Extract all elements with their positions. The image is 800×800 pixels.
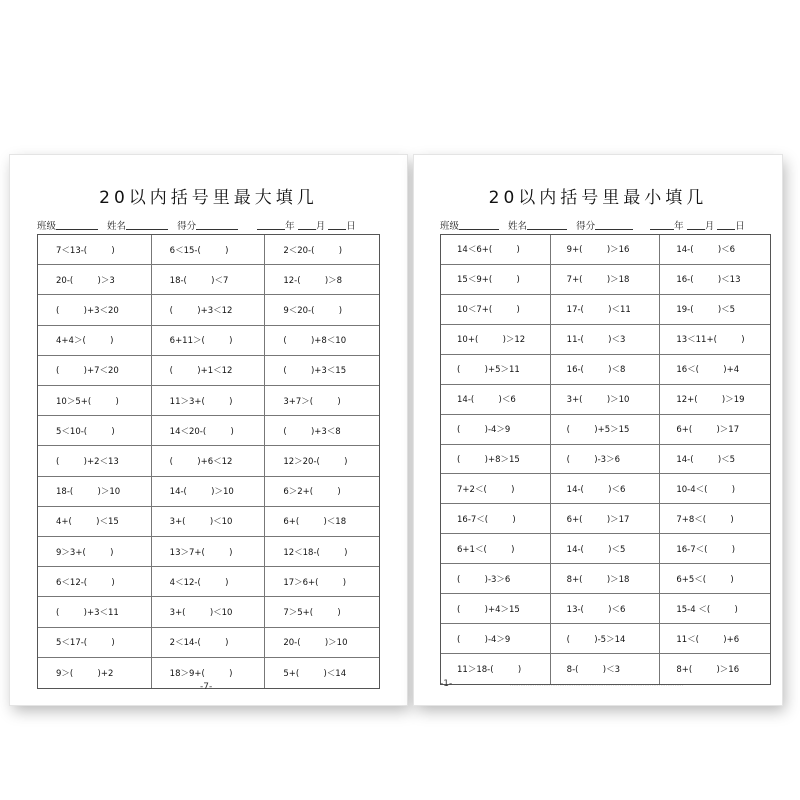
day-blank (328, 220, 346, 230)
problem-cell: ( )-3＞6 (441, 564, 551, 594)
problem-cell: 14-( )＞10 (152, 477, 266, 507)
problem-cell: 4＜12-( ) (152, 567, 266, 597)
problem-cell: 10＞5+( ) (38, 386, 152, 416)
problem-cell: 3+( )＜10 (152, 597, 266, 627)
problem-cell: 9+( )＞16 (551, 235, 661, 265)
month-blank (687, 220, 705, 230)
score-label: 得分 (177, 221, 197, 232)
problem-cell: ( )+3＜8 (265, 416, 379, 446)
name-blank (527, 220, 567, 230)
class-label: 班级 (37, 221, 57, 232)
problem-cell: 14-( )＜6 (441, 385, 551, 415)
month-label: 月 (315, 221, 326, 232)
name-label: 姓名 (107, 221, 127, 232)
class-label: 班级 (440, 221, 460, 232)
worksheet-title: 20以内括号里最大填几 (99, 188, 318, 208)
problem-cell: ( )-5＞14 (551, 624, 661, 654)
day-label: 日 (735, 221, 745, 232)
problem-cell: ( )-4＞9 (441, 415, 551, 445)
score-blank (595, 220, 633, 230)
problem-cell: 16-7＜( ) (441, 504, 551, 534)
page-number: -1- (440, 679, 453, 689)
problem-cell: 10＜7+( ) (441, 295, 551, 325)
day-blank (717, 220, 735, 230)
problem-cell: 18-( )＞10 (38, 477, 152, 507)
problem-cell: 14-( )＜6 (660, 235, 770, 265)
worksheet-right (414, 155, 782, 705)
problem-cell: 3+( )＜10 (152, 507, 266, 537)
problem-cell: ( )+4＞15 (441, 594, 551, 624)
problem-cell: 14-( )＜5 (551, 534, 661, 564)
problem-cell: 9＞( )+2 (38, 658, 152, 688)
problem-cell: ( )+5＞11 (441, 355, 551, 385)
problem-cell: 10-4＜( ) (660, 474, 770, 504)
problem-cell: 12＜18-( ) (265, 537, 379, 567)
name-label: 姓名 (508, 221, 528, 232)
problem-cell: 3+( )＞10 (551, 385, 661, 415)
problem-cell: ( )+7＜20 (38, 356, 152, 386)
problem-cell: 15-4 ＜( ) (660, 594, 770, 624)
year-blank (257, 220, 285, 230)
footer-fine-print: ·································································································· (510, 683, 684, 688)
problem-cell: 7＜13-( ) (38, 235, 152, 265)
problem-cell: 8+( )＞16 (676, 665, 740, 676)
problem-cell: 16-( )＜13 (660, 265, 770, 295)
day-label: 日 (346, 221, 356, 232)
problem-cell: 7+8＜( ) (660, 504, 770, 534)
year-blank (650, 220, 674, 230)
problem-cell: 17-( )＜11 (551, 295, 661, 325)
problem-cell: ( )+5＞15 (551, 415, 661, 445)
worksheet-left (10, 155, 407, 705)
name-blank (126, 220, 168, 230)
problem-cell: 17＞6+( ) (265, 567, 379, 597)
year-label: 年 (285, 221, 295, 232)
problem-cell: 11＞3+( ) (152, 386, 266, 416)
problem-cell: 16-7＜( ) (660, 534, 770, 564)
score-blank (196, 220, 238, 230)
problem-cell: 10+( )＞12 (441, 325, 551, 355)
problem-cell: 12-( )＞8 (265, 265, 379, 295)
problem-cell: 14-( )＜6 (551, 474, 661, 504)
problem-cell: 6+( )＜18 (265, 507, 379, 537)
problem-cell: ( )-4＞9 (441, 624, 551, 654)
problem-cell: 6+5＜( ) (660, 564, 770, 594)
problem-cell: 7＞5+( ) (265, 597, 379, 627)
score-label: 得分 (576, 221, 596, 232)
problem-cell: 20-( )＞10 (265, 628, 379, 658)
worksheet-title: 20以内括号里最小填几 (488, 188, 708, 208)
problem-cell: 4+4＞( ) (38, 326, 152, 356)
problem-cell: 13＜11+( ) (660, 325, 770, 355)
problem-cell: 6+11＞( ) (152, 326, 266, 356)
problem-cell: 11-( )＜3 (551, 325, 661, 355)
problem-cell: ( )+2＜13 (38, 446, 152, 476)
problem-cell: ( )+8＞15 (441, 445, 551, 475)
problem-cell: 11＞18-( ) (441, 654, 551, 684)
problem-grid (440, 234, 771, 685)
problem-cell: 14-( )＜5 (660, 445, 770, 475)
year-label: 年 (674, 221, 684, 232)
problem-cell: 6+( )＞17 (660, 415, 770, 445)
problem-cell: ( )+3＜20 (38, 295, 152, 325)
problem-cell: 4+( )＜15 (38, 507, 152, 537)
problem-cell: 7+( )＞18 (551, 265, 661, 295)
problem-cell: 2＜14-( ) (152, 628, 266, 658)
problem-cell: 20-( )＞3 (38, 265, 152, 295)
page-number: -7- (200, 682, 213, 692)
problem-cell: 5+( )＜14 (283, 668, 347, 679)
problem-cell: 2＜20-( ) (265, 235, 379, 265)
problem-cell: 6＜12-( ) (38, 567, 152, 597)
student-info-line (440, 218, 745, 232)
problem-cell: 6+1＜( ) (441, 534, 551, 564)
class-blank (459, 220, 499, 230)
problem-cell: 18＞9+( ) (152, 658, 266, 688)
month-blank (298, 220, 316, 230)
problem-grid (37, 234, 380, 689)
problem-cell: 9＜20-( ) (265, 295, 379, 325)
problem-cell: 14＜20-( ) (152, 416, 266, 446)
problem-cell: 7+2＜( ) (441, 474, 551, 504)
problem-cell: 16＜( )+4 (660, 355, 770, 385)
problem-cell: ( )+3＜11 (38, 597, 152, 627)
problem-cell: 13＞7+( ) (152, 537, 266, 567)
problem-cell: ( )-3＞6 (551, 445, 661, 475)
problem-cell: 9＞3+( ) (38, 537, 152, 567)
problem-cell: ( )+8＜10 (265, 326, 379, 356)
problem-cell: 11＜( )+6 (660, 624, 770, 654)
student-info-line (37, 218, 356, 232)
problem-cell: 18-( )＜7 (152, 265, 266, 295)
class-blank (56, 220, 98, 230)
problem-cell: ( )+3＜12 (152, 295, 266, 325)
problem-cell: 12＞20-( ) (265, 446, 379, 476)
problem-cell: 13-( )＜6 (551, 594, 661, 624)
problem-cell: 3+7＞( ) (265, 386, 379, 416)
problem-cell: 8+( )＞18 (551, 564, 661, 594)
problem-cell: 19-( )＜5 (660, 295, 770, 325)
problem-cell: 8-( )＜3 (551, 654, 661, 684)
problem-cell: 5＜10-( ) (38, 416, 152, 446)
problem-cell: 16-( )＜8 (551, 355, 661, 385)
problem-cell: 12+( )＞19 (660, 385, 770, 415)
month-label: 月 (704, 221, 715, 232)
problem-cell: 14＜6+( ) (441, 235, 551, 265)
problem-cell: ( )+6＜12 (152, 446, 266, 476)
problem-cell: 15＜9+( ) (441, 265, 551, 295)
problem-cell: ( )+3＜15 (265, 356, 379, 386)
problem-cell: 6＜15-( ) (152, 235, 266, 265)
problem-cell: ( )+1＜12 (152, 356, 266, 386)
problem-cell: 6＞2+( ) (265, 477, 379, 507)
problem-cell: 6+( )＞17 (551, 504, 661, 534)
problem-cell: 5＜17-( ) (38, 628, 152, 658)
